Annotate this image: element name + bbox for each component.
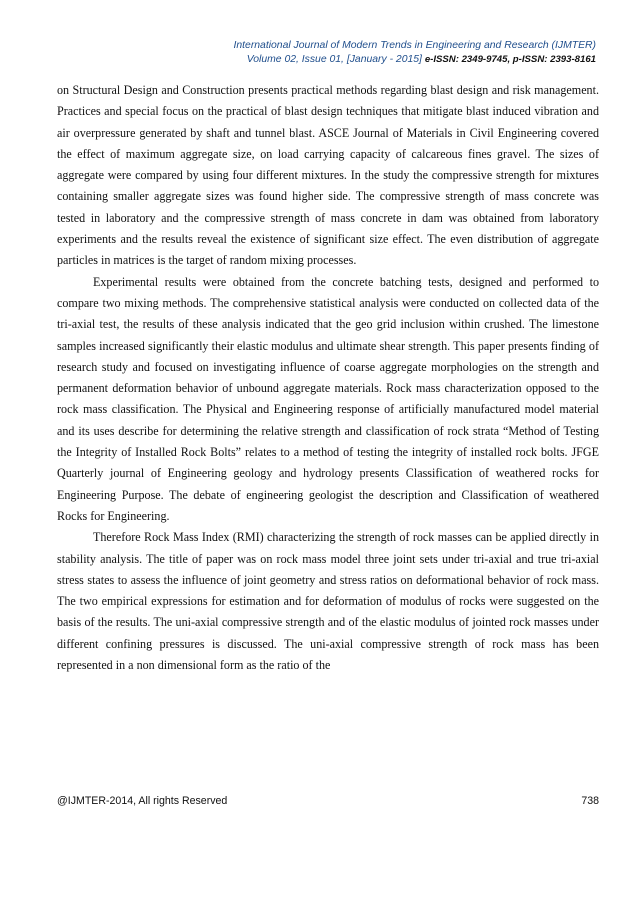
body-paragraph-1: on Structural Design and Construction presents practical methods regarding blast design and risk management. Practices and special focus on the practical of blast design techniques that mitigate blast induced vibration and air overpressure generated by shaft and tunnel blast. ASCE Journal of Materials in Civil Engineering covered the effect of maximum aggregate size, on load carrying capacity of calcareous fines gravel. The sizes of aggregate were compared by using four different mixtures. In the study the compressive strength for mixtures containing smaller aggregate sizes was found higher side. The compressive strength of mass concrete was tested in laboratory and the compressive strength of mass concrete in dam was obtained from laboratory experiments and the results reveal the existence of significant size effect. The even distribution of aggregate particles in matrices is the target of random mixing processes. [57,83,599,268]
page-footer [57,795,599,807]
journal-issn: e-ISSN: 2349-9745, p-ISSN: 2393-8161 [424,53,596,65]
footer-copyright: @IJMTER-2014, All rights Reserved [57,795,228,807]
journal-volume: Volume 02, Issue 01, [January - 2015] [246,53,425,65]
body-paragraph-2: Experimental results were obtained from the concrete batching tests, designed and performed to compare two mixing methods. The comprehensive statistical analysis were conducted on collected data of the tri-axial test, the results of these analysis indicated that the geo grid inclusion within crushed. The limestone samples increased significantly their elastic modulus and ultimate shear strength. This paper presents finding of research study and focused on investigating influence of coarse aggregate morphologies on the strength and permanent deformation behavior of unbound aggregate materials. Rock mass characterization opposed to the rock mass classification. The Physical and Engineering response of artificially manufactured model material and its uses describe for determining the relative strength and classification of rock strata “Method of Testing the Integrity of Installed Rock Bolts” relates to a method of testing the integrity of installed rock bolts. JFGE Quarterly journal of Engineering geology and hydrology presents Classification of weathered rocks for Engineering Purpose. The debate of engineering geologist the description and Classification of weathered Rocks for Engineering. [57,274,599,523]
journal-title: International Journal of Modern Trends in Engineering and Research (IJMTER) [233,40,596,51]
journal-issue-line [233,53,596,67]
article-body [57,80,599,676]
body-paragraph-3: Therefore Rock Mass Index (RMI) characterizing the strength of rock masses can be applied directly in stability analysis. The title of paper was on rock mass model three joint sets under tri-axial and true tri-axial stress states to assess the influence of joint geometry and stress ratios on deformational behavior of rock mass. The two empirical expressions for estimation and for deformation of modulus of rocks were suggested on the basis of the results. The uni-axial compressive strength and of the elastic modulus of jointed rock masses under different confining pressures is discussed. The uni-axial compressive strength of rock mass has been represented in a non dimensional form as the ratio of the [57,530,599,673]
journal-header [233,39,596,66]
page-number: 738 [581,795,599,807]
